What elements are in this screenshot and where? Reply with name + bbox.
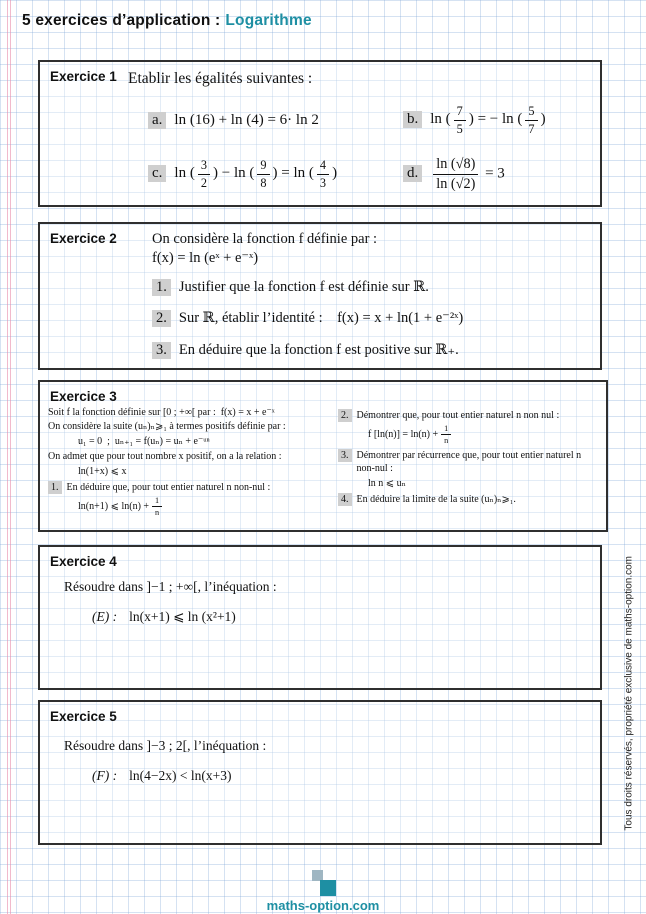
exercise-2-box [38, 222, 602, 370]
fraction-denominator: 3 [319, 175, 327, 190]
item-tag-2: 2. [338, 409, 352, 422]
equation-a [148, 112, 403, 129]
exercise-2-intro: On considère la fonction f définie par : [152, 231, 378, 247]
exercise-5-box [38, 700, 602, 845]
exercise-1-intro: Etablir les égalités suivantes : [128, 70, 313, 87]
equation-c-post: ) [332, 165, 338, 182]
fraction-numerator: 9 [257, 158, 269, 174]
fraction [152, 496, 162, 518]
equation-pre: ln(n+1) ⩽ ln(n) + [78, 501, 150, 513]
exercise-5-label: Exercice 5 [50, 709, 117, 724]
equation-b-pre: ln ( [430, 111, 451, 128]
logo-square-teal [320, 880, 336, 896]
exercise-3-question-2 [338, 409, 598, 422]
equation-c-mid1: ) − ln ( [213, 165, 255, 182]
item-tag-4: 4. [338, 493, 352, 506]
exercise-2-question-2 [152, 310, 590, 327]
exercise-3-question-3 [338, 449, 598, 475]
exercise-3-left-column [48, 406, 330, 520]
page-title-topic: Logarithme [225, 12, 312, 29]
exercise-3-right-column [338, 406, 598, 520]
item-tag-d: d. [403, 165, 422, 182]
copyright-side-note: Tous droits réservés, propriété exclusive de maths-option.com [624, 556, 635, 831]
fraction [257, 158, 269, 189]
item-tag-3: 3. [152, 342, 171, 359]
inequation-text: ln(x+1) ⩽ ln (x²+1) [129, 609, 236, 624]
item-tag-b: b. [403, 111, 422, 128]
statement-line: Soit f la fonction définie sur [0 ; +∞[ par : f(x) = x + e⁻ˣ [48, 407, 275, 418]
item-tag-1: 1. [152, 279, 171, 296]
question-2-text: Démontrer que, pour tout entier naturel n non nul : [356, 410, 560, 421]
question-3-text: Démontrer par récurrence que, pour tout entier naturel n non-nul : [356, 449, 582, 474]
fraction-denominator: ln (√2) [436, 175, 476, 192]
exercise-2-label: Exercice 2 [50, 231, 117, 246]
statement-equation: u₁ = 0 ; uₙ₊₁ = f(uₙ) = uₙ + e⁻ᵘⁿ [78, 436, 210, 447]
question-2-equation [368, 424, 598, 446]
fraction-denominator: 2 [200, 175, 207, 190]
fraction-numerator: 1 [152, 496, 162, 507]
item-tag-2: 2. [152, 310, 171, 327]
exercise-1-row-2 [148, 148, 590, 200]
statement-line: On admet que pour tout nombre x positif, on a la relation : [48, 451, 282, 462]
fraction-numerator: 1 [441, 424, 451, 435]
fraction [441, 424, 451, 446]
question-1-text: En déduire que, pour tout entier naturel n non-nul : [66, 482, 271, 493]
item-tag-a: a. [148, 112, 166, 129]
fraction [198, 158, 210, 189]
exercise-2-function-definition: f(x) = ln (eˣ + e⁻ˣ) [152, 250, 259, 266]
notebook-margin-line [10, 0, 11, 914]
exercise-4-inequation [92, 609, 236, 625]
fraction [433, 156, 478, 192]
fraction-denominator: n [155, 508, 160, 518]
equation-d-rhs: = 3 [485, 165, 505, 182]
fraction-denominator: 5 [456, 121, 463, 136]
fraction [454, 104, 466, 135]
exercise-3-question-1 [48, 481, 330, 494]
exercise-2-question-3 [152, 342, 590, 359]
page-title [22, 12, 312, 30]
equation-a-text: ln (16) + ln (4) = 6· ln 2 [174, 111, 319, 128]
fraction-numerator: 4 [317, 158, 329, 174]
exercise-5-inequation [92, 768, 231, 784]
exercise-3-box [38, 380, 608, 532]
question-1-text: Justifier que la fonction f est définie sur ℝ. [178, 279, 429, 295]
fraction-numerator: ln (√8) [433, 156, 478, 174]
exercise-5-statement: Résoudre dans ]−3 ; 2[, l’inéquation : [64, 738, 267, 753]
equation-b-mid: ) = − ln ( [468, 111, 523, 128]
fraction-numerator: 5 [525, 104, 537, 120]
fraction-numerator: 3 [198, 158, 210, 174]
exercise-2-question-1 [152, 279, 590, 296]
equation-c [148, 158, 403, 189]
page-title-main: 5 exercices d’application : [22, 12, 221, 29]
exercise-4-label: Exercice 4 [50, 554, 117, 569]
item-tag-c: c. [148, 165, 166, 182]
exercise-3-label: Exercice 3 [50, 389, 117, 404]
fraction [317, 158, 329, 189]
exercise-1-box [38, 60, 602, 207]
question-2-text: Sur ℝ, établir l’identité : f(x) = x + ln(1 + e⁻²ˣ) [178, 310, 464, 326]
equation-b [403, 104, 590, 135]
question-3-equation: ln n ⩽ uₙ [368, 477, 406, 489]
brand-name: maths-option.com [266, 898, 380, 913]
statement-equation: ln(1+x) ⩽ x [78, 466, 127, 477]
exercise-4-statement: Résoudre dans ]−1 ; +∞[, l’inéquation : [64, 579, 277, 594]
equation-d [403, 156, 590, 192]
notebook-margin-line [7, 0, 8, 914]
footer-brand [0, 870, 646, 913]
item-tag-3: 3. [338, 449, 352, 462]
fraction-denominator: 8 [260, 175, 267, 190]
equation-c-mid2: ) = ln ( [272, 165, 314, 182]
exercise-3-columns [48, 406, 598, 520]
question-3-text: En déduire que la fonction f est positive sur ℝ₊. [178, 342, 459, 358]
exercise-1-label: Exercice 1 [50, 69, 117, 84]
equation-name: (F) : [92, 768, 118, 783]
statement-line: On considère la suite (uₙ)ₙ⩾₁ à termes positifs définie par : [48, 421, 286, 432]
exercise-3-question-4 [338, 493, 598, 506]
fraction-numerator: 7 [454, 104, 466, 120]
exercise-1-row-1 [148, 98, 590, 142]
maths-option-logo-icon [310, 870, 337, 896]
equation-pre: f [ln(n)] = ln(n) + [368, 429, 439, 441]
item-tag-1: 1. [48, 481, 62, 494]
question-4-text: En déduire la limite de la suite (uₙ)ₙ⩾₁. [356, 493, 516, 505]
equation-name: (E) : [92, 609, 118, 624]
fraction-denominator: n [444, 436, 449, 446]
fraction [525, 104, 537, 135]
question-1-equation [78, 496, 330, 518]
exercise-4-box [38, 545, 602, 690]
inequation-text: ln(4−2x) < ln(x+3) [129, 768, 232, 783]
fraction-denominator: 7 [528, 121, 535, 136]
equation-b-post: ) [540, 111, 546, 128]
equation-c-pre: ln ( [174, 165, 195, 182]
